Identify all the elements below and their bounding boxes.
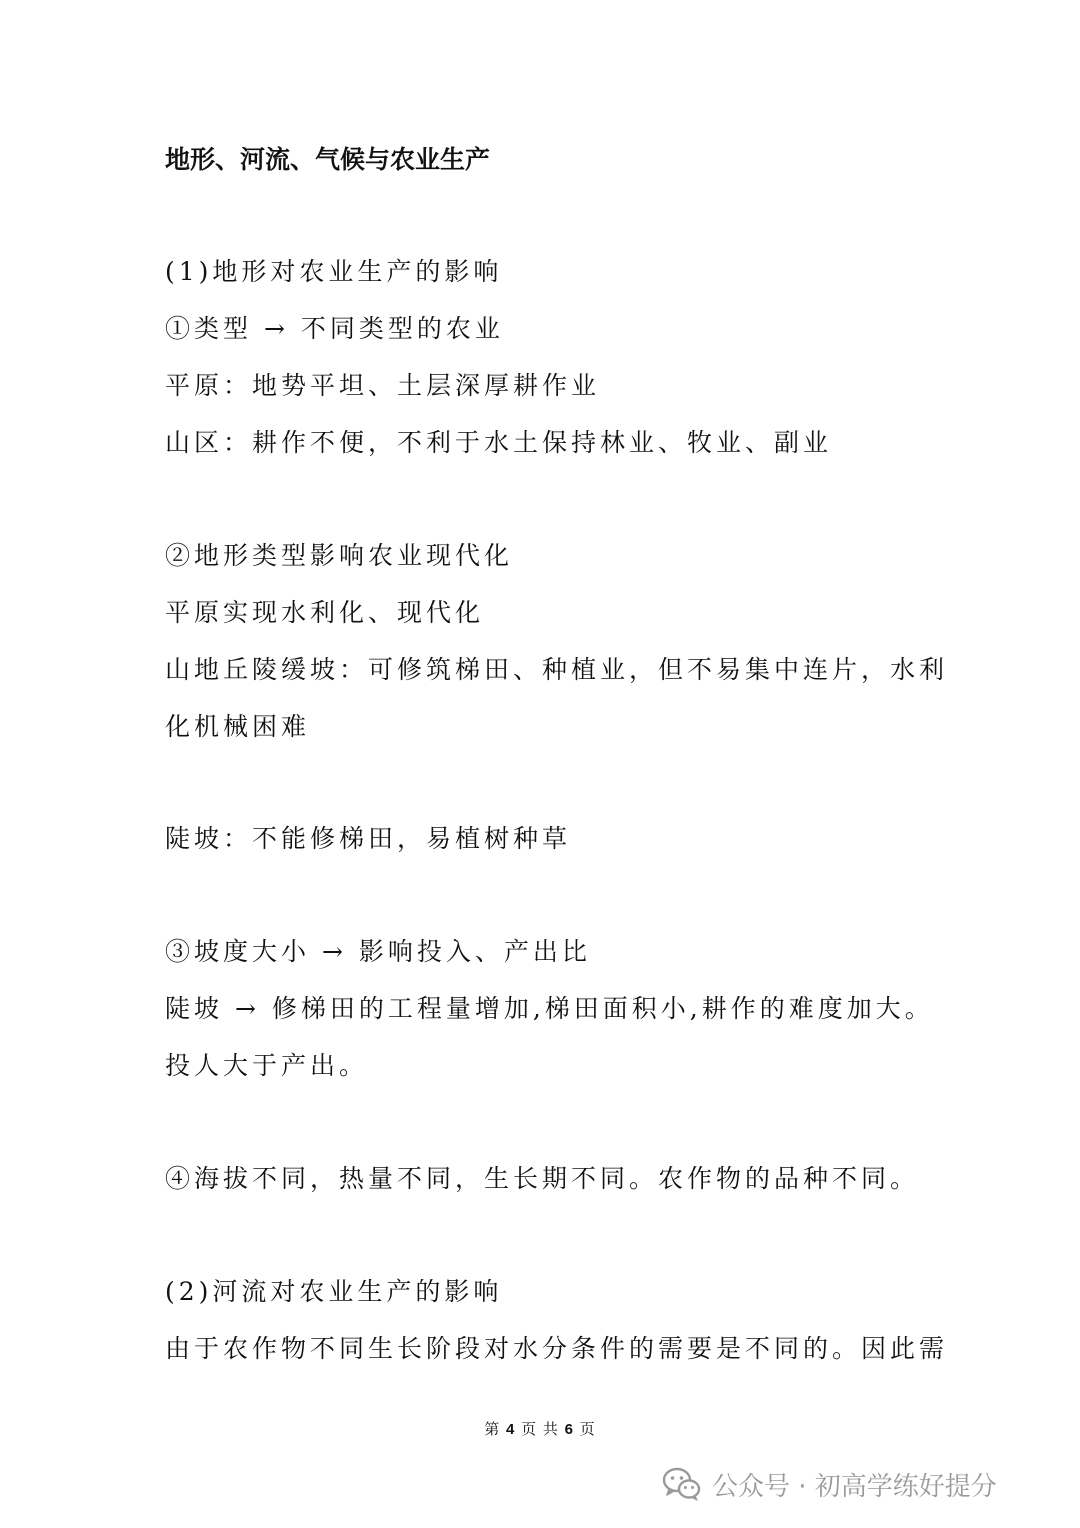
text-line: 投人大于产出。	[165, 1051, 369, 1080]
text-line: ②地形类型影响农业现代化	[165, 541, 514, 570]
text-line: 化机械困难	[165, 712, 311, 741]
text-line: 山地丘陵缓坡：可修筑梯田、种植业，但不易集中连片，水利	[165, 655, 949, 684]
text-line: 由于农作物不同生长阶段对水分条件的需要是不同的。因此需	[165, 1334, 949, 1363]
text-line: 山区：耕作不便，不利于水土保持林业、牧业、副业	[165, 428, 833, 457]
footer-suffix: 页	[579, 1420, 596, 1438]
footer-prefix: 第	[484, 1420, 501, 1438]
page-footer	[0, 1418, 1080, 1439]
text-line: ①类型 → 不同类型的农业	[165, 314, 504, 343]
text-line: 陡坡 → 修梯田的工程量增加,梯田面积小,耕作的难度加大。	[165, 994, 934, 1023]
text-line: 平原：地势平坦、土层深厚耕作业	[165, 371, 601, 400]
text-line: 平原实现水利化、现代化	[165, 598, 485, 627]
total-pages-number: 6	[564, 1421, 575, 1438]
text-line: 陡坡：不能修梯田，易植树种草	[165, 824, 572, 853]
subsection-title-river: (2)河流对农业生产的影响	[165, 1277, 503, 1306]
watermark-text: 公众号 · 初高学练好提分	[712, 1471, 997, 1502]
wechat-icon	[662, 1466, 702, 1502]
current-page-number: 4	[505, 1421, 516, 1438]
subsection-title-terrain: (1)地形对农业生产的影响	[165, 257, 503, 286]
section-heading: 地形、河流、气候与农业生产	[165, 145, 491, 174]
text-line: ③坡度大小 → 影响投入、产出比	[165, 937, 591, 966]
wechat-watermark	[662, 1462, 997, 1506]
text-line: ④海拔不同，热量不同，生长期不同。农作物的品种不同。	[165, 1164, 920, 1193]
footer-middle: 页 共	[521, 1420, 559, 1438]
